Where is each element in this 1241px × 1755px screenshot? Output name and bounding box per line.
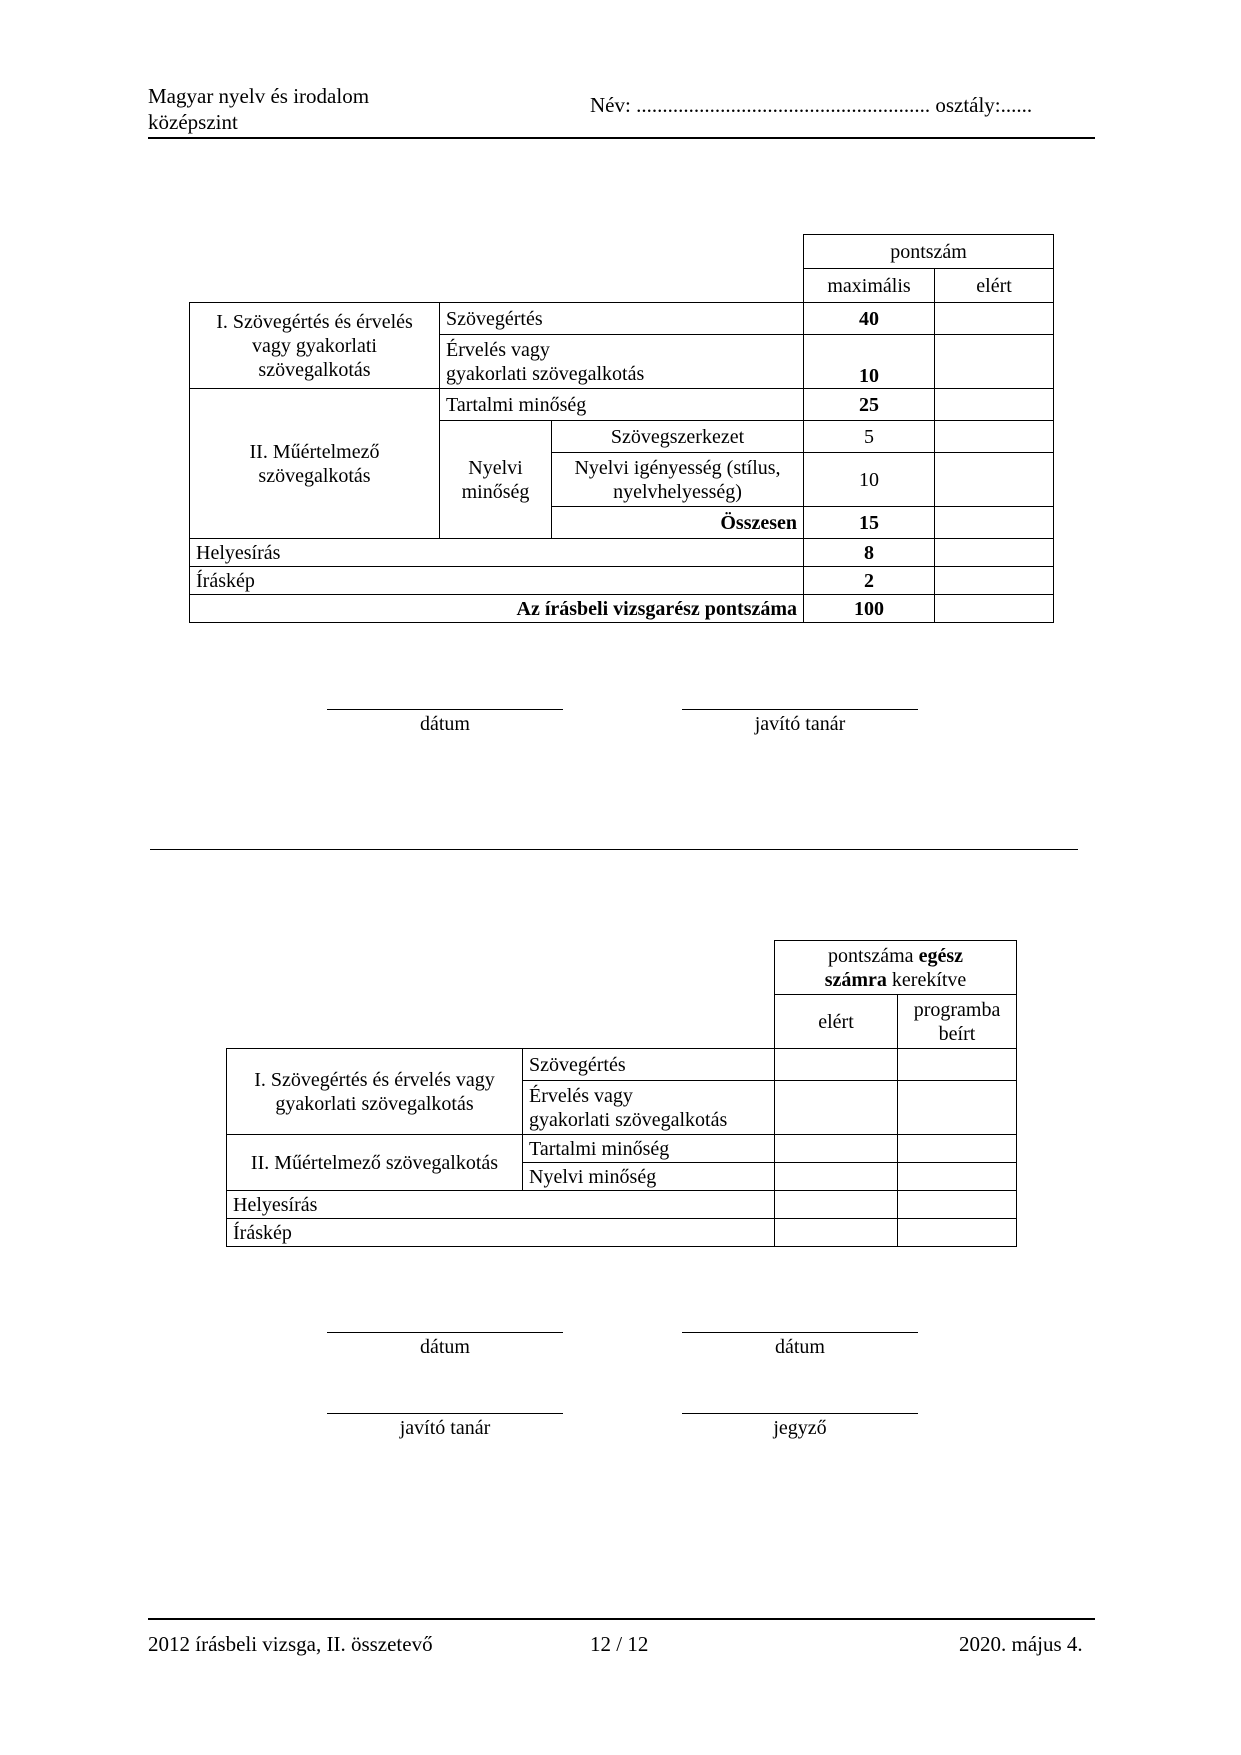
content-quality-achieved-2[interactable] [775, 1135, 898, 1163]
text-structure-label: Szövegszerkezet [552, 421, 804, 453]
reading-comprehension-achieved[interactable] [935, 303, 1054, 335]
spelling-entered[interactable] [898, 1191, 1017, 1219]
language-quality-label-2: Nyelvi minőség [523, 1163, 775, 1191]
date-signature-line-right [682, 1332, 918, 1333]
rounded-header-text2: kerekítve [886, 968, 967, 991]
reading-comprehension-label-2: Szövegértés [523, 1049, 775, 1081]
content-quality-achieved[interactable] [935, 389, 1054, 421]
subject-name: Magyar nyelv és irodalom [148, 84, 370, 108]
teacher-label-2: javító tanár [399, 1417, 491, 1439]
language-total-achieved[interactable] [935, 507, 1054, 539]
reading-comprehension-max: 40 [804, 303, 935, 335]
section1-title-2: I. Szövegértés és érvelés vagy gyakorlati szövegalkotás [227, 1049, 523, 1135]
footer-page-number: 12 / 12 [590, 1632, 649, 1656]
handwriting-achieved-2[interactable] [775, 1219, 898, 1247]
argumentation-achieved[interactable] [935, 335, 1054, 389]
total-max: 100 [804, 595, 935, 623]
spelling-label: Helyesírás [190, 539, 804, 567]
argumentation-label-line1: Érvelés vagy [446, 338, 550, 361]
argumentation-entered[interactable] [898, 1081, 1017, 1135]
col-entered-line1: programba [913, 998, 1001, 1021]
footer-exam-code: 2012 írásbeli vizsga, II. összetevő [148, 1632, 433, 1656]
text-structure-achieved[interactable] [935, 421, 1054, 453]
handwriting-label-2: Íráskép [227, 1219, 775, 1247]
handwriting-achieved[interactable] [935, 567, 1054, 595]
language-quality-label: Nyelvi minőség [440, 421, 552, 539]
spelling-max: 8 [804, 539, 935, 567]
section2-title: II. Műértelmező szövegalkotás [190, 389, 440, 539]
handwriting-label: Íráskép [190, 567, 804, 595]
teacher-label: javító tanár [754, 713, 846, 735]
spelling-achieved[interactable] [935, 539, 1054, 567]
date-label: dátum [420, 713, 470, 735]
argumentation-label-2 [523, 1081, 775, 1135]
language-style-label: Nyelvi igényesség (stílus, nyelvhelyesség) [552, 453, 804, 507]
student-name-class-field: Név: ........................................................ osztály:...... [590, 93, 1033, 117]
argumentation-label-line2: gyakorlati szövegalkotás [446, 362, 645, 385]
teacher-signature-line-2 [327, 1413, 563, 1414]
rounded-header-bold2: számra [824, 968, 887, 991]
notary-label: jegyző [773, 1417, 827, 1439]
rounded-header-text1: pontszáma [828, 944, 919, 967]
teacher-signature-line [682, 709, 918, 710]
argumentation-label-2-line2: gyakorlati szövegalkotás [529, 1108, 728, 1131]
content-quality-max: 25 [804, 389, 935, 421]
date-signature-line [327, 709, 563, 710]
content-quality-label: Tartalmi minőség [440, 389, 804, 421]
rounded-header-bold1: egész [918, 944, 963, 967]
language-style-max: 10 [804, 453, 935, 507]
total-achieved[interactable] [935, 595, 1054, 623]
col-entered-line2: beírt [938, 1022, 976, 1045]
reading-comprehension-achieved-2[interactable] [775, 1049, 898, 1081]
score-table-main [189, 234, 1054, 623]
points-header: pontszám [804, 235, 1054, 269]
handwriting-entered[interactable] [898, 1219, 1017, 1247]
argumentation-label-2-line1: Érvelés vagy [529, 1084, 633, 1107]
language-total-label: Összesen [552, 507, 804, 539]
spelling-label-2: Helyesírás [227, 1191, 775, 1219]
score-table-rounded [226, 940, 1017, 1247]
language-total-max: 15 [804, 507, 935, 539]
text-structure-max: 5 [804, 421, 935, 453]
rounded-points-header [775, 941, 1017, 995]
language-quality-entered[interactable] [898, 1163, 1017, 1191]
footer-rule [148, 1618, 1095, 1620]
content-quality-label-2: Tartalmi minőség [523, 1135, 775, 1163]
col-max-header: maximális [804, 269, 935, 303]
argumentation-label [440, 335, 804, 389]
spelling-achieved-2[interactable] [775, 1191, 898, 1219]
subject-level: középszint [148, 110, 238, 134]
footer-date: 2020. május 4. [959, 1632, 1083, 1656]
date-label-right: dátum [775, 1336, 825, 1358]
total-label: Az írásbeli vizsgarész pontszáma [190, 595, 804, 623]
argumentation-achieved-2[interactable] [775, 1081, 898, 1135]
date-label-left: dátum [420, 1336, 470, 1358]
header-rule [148, 137, 1095, 139]
col-entered-header [898, 995, 1017, 1049]
section-divider [150, 849, 1078, 850]
col-achieved-header: elért [935, 269, 1054, 303]
reading-comprehension-label: Szövegértés [440, 303, 804, 335]
argumentation-max: 10 [804, 335, 935, 389]
content-quality-entered[interactable] [898, 1135, 1017, 1163]
date-signature-line-left [327, 1332, 563, 1333]
reading-comprehension-entered[interactable] [898, 1049, 1017, 1081]
section1-title: I. Szövegértés és érvelés vagy gyakorlati szövegalkotás [190, 303, 440, 389]
handwriting-max: 2 [804, 567, 935, 595]
language-style-achieved[interactable] [935, 453, 1054, 507]
col-achieved-header-2: elért [775, 995, 898, 1049]
notary-signature-line [682, 1413, 918, 1414]
section2-title-2: II. Műértelmező szövegalkotás [227, 1135, 523, 1191]
subject-title [148, 83, 369, 135]
language-quality-achieved-2[interactable] [775, 1163, 898, 1191]
